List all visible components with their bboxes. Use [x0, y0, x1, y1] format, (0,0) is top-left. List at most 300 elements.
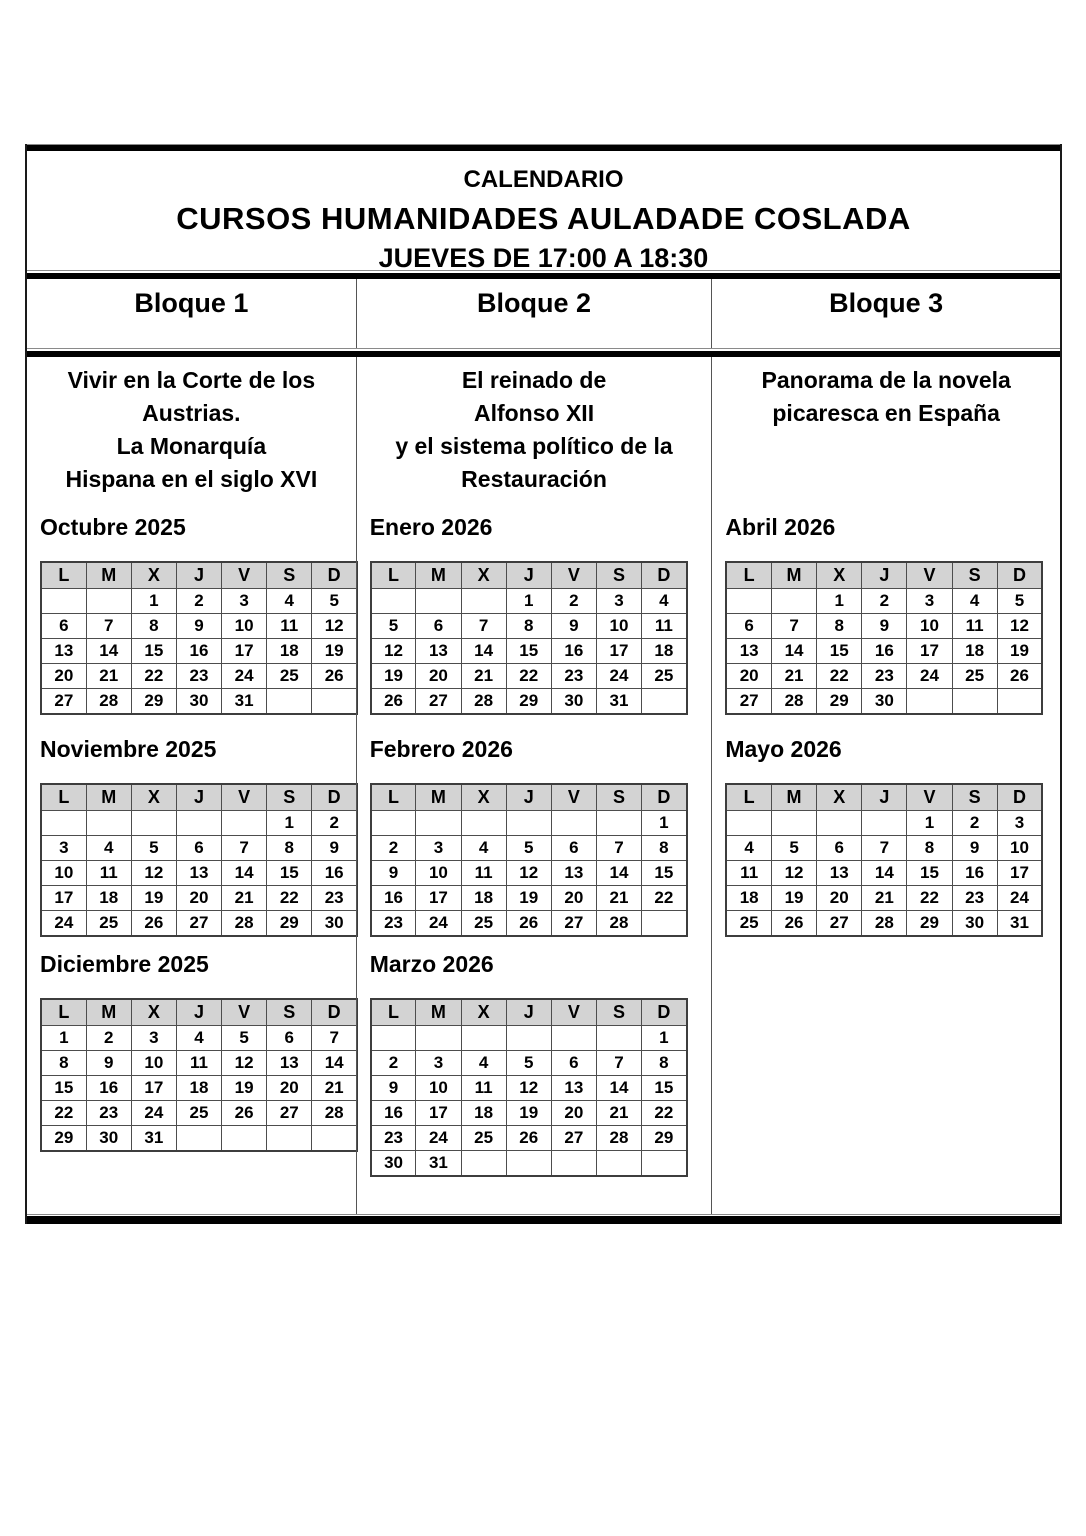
day-cell-23: 23 [862, 664, 907, 689]
day-cell-empty [642, 1151, 687, 1177]
day-cell-24: 24 [41, 911, 86, 937]
calendar-week-row [41, 614, 357, 639]
month-noviembre-2025 [40, 736, 360, 937]
calendar-table-febrero-2026 [370, 783, 688, 937]
day-cell-24: 24 [416, 1126, 461, 1151]
day-cell-18: 18 [952, 639, 997, 664]
weekday-header-J: J [506, 784, 551, 811]
course-title-line: La Monarquía [116, 433, 267, 459]
day-cell-empty [817, 811, 862, 836]
day-cell-3: 3 [41, 836, 86, 861]
day-cell-15: 15 [642, 1076, 687, 1101]
day-cell-25: 25 [461, 911, 506, 937]
weekday-header-L: L [726, 784, 771, 811]
day-cell-15: 15 [506, 639, 551, 664]
day-cell-4: 4 [86, 836, 131, 861]
day-cell-19: 19 [222, 1076, 267, 1101]
day-cell-9: 9 [86, 1051, 131, 1076]
day-cell-17: 17 [416, 1101, 461, 1126]
weekday-header-V: V [907, 562, 952, 589]
day-cell-7: 7 [86, 614, 131, 639]
day-cell-31: 31 [416, 1151, 461, 1177]
day-cell-empty [551, 811, 596, 836]
day-cell-10: 10 [41, 861, 86, 886]
day-cell-23: 23 [952, 886, 997, 911]
day-cell-2: 2 [371, 836, 416, 861]
day-cell-17: 17 [907, 639, 952, 664]
day-cell-8: 8 [131, 614, 176, 639]
day-cell-7: 7 [596, 1051, 641, 1076]
month-label-marzo-2026: Marzo 2026 [369, 951, 494, 977]
day-cell-27: 27 [817, 911, 862, 937]
day-cell-10: 10 [596, 614, 641, 639]
day-cell-13: 13 [817, 861, 862, 886]
day-cell-24: 24 [596, 664, 641, 689]
weekday-header-S: S [267, 999, 312, 1026]
day-cell-13: 13 [41, 639, 86, 664]
course-title-line: picaresca en España [772, 400, 1000, 426]
day-cell-15: 15 [817, 639, 862, 664]
day-cell-empty [771, 589, 816, 614]
calendar-week-row [726, 911, 1042, 937]
calendar-week-row [41, 689, 357, 715]
day-cell-3: 3 [596, 589, 641, 614]
day-cell-10: 10 [416, 861, 461, 886]
day-cell-empty [596, 811, 641, 836]
day-cell-20: 20 [551, 886, 596, 911]
day-cell-25: 25 [952, 664, 997, 689]
weekday-header-row [726, 784, 1042, 811]
day-cell-29: 29 [907, 911, 952, 937]
day-cell-26: 26 [771, 911, 816, 937]
weekday-header-D: D [997, 562, 1042, 589]
calendar-week-row [41, 1026, 357, 1051]
calendar-week-row [41, 811, 357, 836]
day-cell-21: 21 [862, 886, 907, 911]
weekday-header-V: V [907, 784, 952, 811]
weekday-header-V: V [551, 999, 596, 1026]
day-cell-2: 2 [176, 589, 221, 614]
day-cell-10: 10 [131, 1051, 176, 1076]
day-cell-15: 15 [41, 1076, 86, 1101]
course-title-line: y el sistema político de la [395, 433, 673, 459]
day-cell-21: 21 [461, 664, 506, 689]
calendar-week-row [371, 861, 687, 886]
weekday-header-M: M [86, 999, 131, 1026]
day-cell-6: 6 [416, 614, 461, 639]
weekday-header-row [41, 562, 357, 589]
day-cell-14: 14 [771, 639, 816, 664]
day-cell-25: 25 [86, 911, 131, 937]
day-cell-6: 6 [41, 614, 86, 639]
day-cell-26: 26 [131, 911, 176, 937]
day-cell-empty [907, 689, 952, 715]
weekday-header-X: X [461, 784, 506, 811]
day-cell-18: 18 [726, 886, 771, 911]
day-cell-11: 11 [726, 861, 771, 886]
calendar-table-diciembre-2025 [40, 998, 358, 1152]
day-cell-21: 21 [86, 664, 131, 689]
weekday-header-L: L [371, 562, 416, 589]
day-cell-23: 23 [312, 886, 357, 911]
block-header-1: Bloque 1 [134, 288, 249, 318]
day-cell-16: 16 [86, 1076, 131, 1101]
day-cell-12: 12 [997, 614, 1042, 639]
day-cell-13: 13 [726, 639, 771, 664]
day-cell-empty [461, 589, 506, 614]
day-cell-1: 1 [267, 811, 312, 836]
day-cell-empty [506, 1026, 551, 1051]
weekday-header-row [726, 562, 1042, 589]
weekday-header-J: J [862, 784, 907, 811]
day-cell-7: 7 [771, 614, 816, 639]
weekday-header-L: L [371, 999, 416, 1026]
day-cell-10: 10 [997, 836, 1042, 861]
weekday-header-L: L [41, 999, 86, 1026]
calendar-table-enero-2026 [370, 561, 688, 715]
day-cell-18: 18 [86, 886, 131, 911]
day-cell-18: 18 [642, 639, 687, 664]
day-cell-19: 19 [506, 1101, 551, 1126]
weekday-header-J: J [506, 562, 551, 589]
weekday-header-M: M [86, 784, 131, 811]
day-cell-9: 9 [952, 836, 997, 861]
weekday-header-M: M [86, 562, 131, 589]
day-cell-13: 13 [416, 639, 461, 664]
day-cell-4: 4 [642, 589, 687, 614]
month-label-enero-2026: Enero 2026 [369, 514, 493, 540]
day-cell-11: 11 [86, 861, 131, 886]
day-cell-25: 25 [267, 664, 312, 689]
day-cell-empty [461, 1151, 506, 1177]
month-octubre-2025 [40, 514, 360, 715]
day-cell-3: 3 [416, 836, 461, 861]
month-label-diciembre-2025: Diciembre 2025 [40, 951, 209, 977]
day-cell-1: 1 [907, 811, 952, 836]
day-cell-2: 2 [551, 589, 596, 614]
day-cell-22: 22 [907, 886, 952, 911]
weekday-header-S: S [267, 784, 312, 811]
calendar-week-row [41, 911, 357, 937]
day-cell-29: 29 [817, 689, 862, 715]
day-cell-19: 19 [997, 639, 1042, 664]
day-cell-8: 8 [267, 836, 312, 861]
day-cell-5: 5 [312, 589, 357, 614]
course-title-line: Restauración [461, 466, 607, 492]
day-cell-10: 10 [416, 1076, 461, 1101]
calendar-table-marzo-2026 [370, 998, 688, 1177]
calendar-week-row [726, 886, 1042, 911]
day-cell-14: 14 [862, 861, 907, 886]
day-cell-19: 19 [371, 664, 416, 689]
weekday-header-S: S [952, 784, 997, 811]
day-cell-3: 3 [907, 589, 952, 614]
day-cell-17: 17 [997, 861, 1042, 886]
day-cell-6: 6 [551, 1051, 596, 1076]
day-cell-24: 24 [997, 886, 1042, 911]
day-cell-16: 16 [371, 1101, 416, 1126]
day-cell-28: 28 [86, 689, 131, 715]
day-cell-13: 13 [551, 861, 596, 886]
weekday-header-M: M [416, 562, 461, 589]
day-cell-13: 13 [267, 1051, 312, 1076]
day-cell-empty [222, 811, 267, 836]
weekday-header-row [41, 784, 357, 811]
calendar-week-row [371, 664, 687, 689]
calendar-week-row [41, 1076, 357, 1101]
day-cell-29: 29 [131, 689, 176, 715]
day-cell-8: 8 [907, 836, 952, 861]
weekday-header-L: L [726, 562, 771, 589]
day-cell-11: 11 [267, 614, 312, 639]
day-cell-11: 11 [176, 1051, 221, 1076]
day-cell-10: 10 [907, 614, 952, 639]
day-cell-14: 14 [86, 639, 131, 664]
day-cell-28: 28 [862, 911, 907, 937]
separator-rule [27, 348, 1060, 357]
day-cell-2: 2 [862, 589, 907, 614]
weekday-header-X: X [461, 999, 506, 1026]
day-cell-14: 14 [596, 1076, 641, 1101]
day-cell-21: 21 [771, 664, 816, 689]
day-cell-5: 5 [222, 1026, 267, 1051]
day-cell-9: 9 [862, 614, 907, 639]
day-cell-24: 24 [907, 664, 952, 689]
day-cell-27: 27 [267, 1101, 312, 1126]
day-cell-8: 8 [41, 1051, 86, 1076]
day-cell-13: 13 [551, 1076, 596, 1101]
day-cell-23: 23 [371, 911, 416, 937]
calendar-week-row [371, 639, 687, 664]
day-cell-31: 31 [596, 689, 641, 715]
course-title-line: Hispana en el siglo XVI [65, 466, 318, 492]
day-cell-25: 25 [461, 1126, 506, 1151]
course-title-line: Vivir en la Corte de los [67, 367, 316, 393]
weekday-header-L: L [41, 784, 86, 811]
day-cell-7: 7 [596, 836, 641, 861]
day-cell-22: 22 [506, 664, 551, 689]
calendar-document [25, 144, 1062, 1224]
day-cell-6: 6 [267, 1026, 312, 1051]
day-cell-2: 2 [952, 811, 997, 836]
weekday-header-S: S [596, 784, 641, 811]
day-cell-16: 16 [312, 861, 357, 886]
block-header-3: Bloque 3 [711, 279, 1060, 348]
day-cell-empty [267, 689, 312, 715]
weekday-header-D: D [642, 784, 687, 811]
day-cell-empty [461, 1026, 506, 1051]
day-cell-empty [371, 589, 416, 614]
day-cell-empty [371, 811, 416, 836]
course-title-line: El reinado de [461, 367, 607, 393]
day-cell-19: 19 [771, 886, 816, 911]
day-cell-empty [416, 811, 461, 836]
day-cell-6: 6 [176, 836, 221, 861]
day-cell-30: 30 [371, 1151, 416, 1177]
weekday-header-J: J [862, 562, 907, 589]
day-cell-15: 15 [267, 861, 312, 886]
day-cell-8: 8 [642, 836, 687, 861]
day-cell-22: 22 [131, 664, 176, 689]
header-calendario: CALENDARIO [463, 166, 624, 193]
calendar-week-row [41, 1101, 357, 1126]
day-cell-21: 21 [312, 1076, 357, 1101]
calendar-week-row [371, 811, 687, 836]
month-mayo-2026 [725, 736, 1045, 937]
calendar-week-row [371, 911, 687, 937]
month-marzo-2026 [370, 951, 690, 1177]
weekday-header-X: X [461, 562, 506, 589]
day-cell-7: 7 [222, 836, 267, 861]
day-cell-26: 26 [997, 664, 1042, 689]
day-cell-2: 2 [371, 1051, 416, 1076]
weekday-header-row [371, 562, 687, 589]
day-cell-25: 25 [176, 1101, 221, 1126]
day-cell-4: 4 [461, 1051, 506, 1076]
weekday-header-J: J [176, 562, 221, 589]
day-cell-21: 21 [222, 886, 267, 911]
calendar-week-row [41, 1051, 357, 1076]
weekday-header-J: J [176, 784, 221, 811]
day-cell-29: 29 [267, 911, 312, 937]
day-cell-30: 30 [176, 689, 221, 715]
day-cell-5: 5 [371, 614, 416, 639]
day-cell-1: 1 [131, 589, 176, 614]
block-content-row [27, 357, 1060, 1214]
course-title-line: Alfonso XII [473, 400, 595, 426]
day-cell-25: 25 [642, 664, 687, 689]
header-course-program: CURSOS HUMANIDADES AULADADE COSLADA [176, 201, 911, 236]
weekday-header-M: M [771, 562, 816, 589]
weekday-header-D: D [997, 784, 1042, 811]
day-cell-28: 28 [312, 1101, 357, 1126]
month-abril-2026 [725, 514, 1045, 715]
day-cell-20: 20 [551, 1101, 596, 1126]
day-cell-26: 26 [222, 1101, 267, 1126]
day-cell-16: 16 [862, 639, 907, 664]
day-cell-9: 9 [371, 861, 416, 886]
calendar-week-row [726, 861, 1042, 886]
day-cell-28: 28 [771, 689, 816, 715]
day-cell-17: 17 [416, 886, 461, 911]
month-label-febrero-2026: Febrero 2026 [369, 736, 513, 762]
day-cell-empty [131, 811, 176, 836]
block-column-2 [356, 357, 712, 1214]
calendar-week-row [371, 1026, 687, 1051]
day-cell-empty [41, 811, 86, 836]
course-title-line: Panorama de la novela [761, 367, 1011, 393]
day-cell-28: 28 [461, 689, 506, 715]
day-cell-empty [416, 1026, 461, 1051]
day-cell-12: 12 [371, 639, 416, 664]
day-cell-29: 29 [642, 1126, 687, 1151]
day-cell-empty [506, 811, 551, 836]
day-cell-4: 4 [176, 1026, 221, 1051]
weekday-header-V: V [222, 784, 267, 811]
day-cell-4: 4 [952, 589, 997, 614]
day-cell-28: 28 [222, 911, 267, 937]
day-cell-23: 23 [371, 1126, 416, 1151]
calendar-table-abril-2026 [725, 561, 1043, 715]
calendar-week-row [371, 1151, 687, 1177]
block-column-3 [711, 357, 1060, 1214]
day-cell-18: 18 [461, 1101, 506, 1126]
day-cell-18: 18 [267, 639, 312, 664]
day-cell-20: 20 [176, 886, 221, 911]
day-cell-6: 6 [817, 836, 862, 861]
weekday-header-M: M [416, 784, 461, 811]
calendar-week-row [371, 589, 687, 614]
day-cell-22: 22 [41, 1101, 86, 1126]
day-cell-6: 6 [726, 614, 771, 639]
calendar-week-row [726, 589, 1042, 614]
weekday-header-J: J [506, 999, 551, 1026]
calendar-week-row [371, 886, 687, 911]
day-cell-10: 10 [222, 614, 267, 639]
month-febrero-2026 [370, 736, 690, 937]
calendar-week-row [41, 639, 357, 664]
day-cell-1: 1 [817, 589, 862, 614]
day-cell-4: 4 [726, 836, 771, 861]
day-cell-empty [551, 1026, 596, 1051]
calendar-week-row [371, 1126, 687, 1151]
day-cell-9: 9 [371, 1076, 416, 1101]
month-label-mayo-2026: Mayo 2026 [725, 736, 842, 762]
weekday-header-X: X [131, 784, 176, 811]
weekday-header-X: X [131, 999, 176, 1026]
day-cell-16: 16 [176, 639, 221, 664]
day-cell-27: 27 [551, 1126, 596, 1151]
document-header [27, 153, 1060, 273]
day-cell-24: 24 [222, 664, 267, 689]
day-cell-7: 7 [312, 1026, 357, 1051]
calendar-week-row [41, 836, 357, 861]
month-enero-2026 [370, 514, 690, 715]
day-cell-9: 9 [176, 614, 221, 639]
day-cell-14: 14 [596, 861, 641, 886]
day-cell-empty [596, 1151, 641, 1177]
day-cell-5: 5 [131, 836, 176, 861]
day-cell-2: 2 [86, 1026, 131, 1051]
day-cell-27: 27 [726, 689, 771, 715]
weekday-header-X: X [131, 562, 176, 589]
day-cell-22: 22 [642, 1101, 687, 1126]
calendar-week-row [41, 664, 357, 689]
day-cell-15: 15 [642, 861, 687, 886]
day-cell-20: 20 [267, 1076, 312, 1101]
course-title [712, 357, 1060, 430]
day-cell-26: 26 [371, 689, 416, 715]
day-cell-19: 19 [506, 886, 551, 911]
day-cell-23: 23 [86, 1101, 131, 1126]
day-cell-15: 15 [131, 639, 176, 664]
day-cell-26: 26 [312, 664, 357, 689]
day-cell-empty [371, 1026, 416, 1051]
header-schedule: JUEVES DE 17:00 A 18:30 [378, 243, 709, 273]
calendar-week-row [726, 811, 1042, 836]
day-cell-20: 20 [416, 664, 461, 689]
weekday-header-D: D [642, 562, 687, 589]
day-cell-31: 31 [222, 689, 267, 715]
day-cell-20: 20 [817, 886, 862, 911]
day-cell-empty [41, 589, 86, 614]
day-cell-1: 1 [506, 589, 551, 614]
day-cell-empty [176, 811, 221, 836]
day-cell-empty [642, 689, 687, 715]
weekday-header-D: D [312, 999, 357, 1026]
day-cell-3: 3 [131, 1026, 176, 1051]
weekday-header-row [371, 784, 687, 811]
